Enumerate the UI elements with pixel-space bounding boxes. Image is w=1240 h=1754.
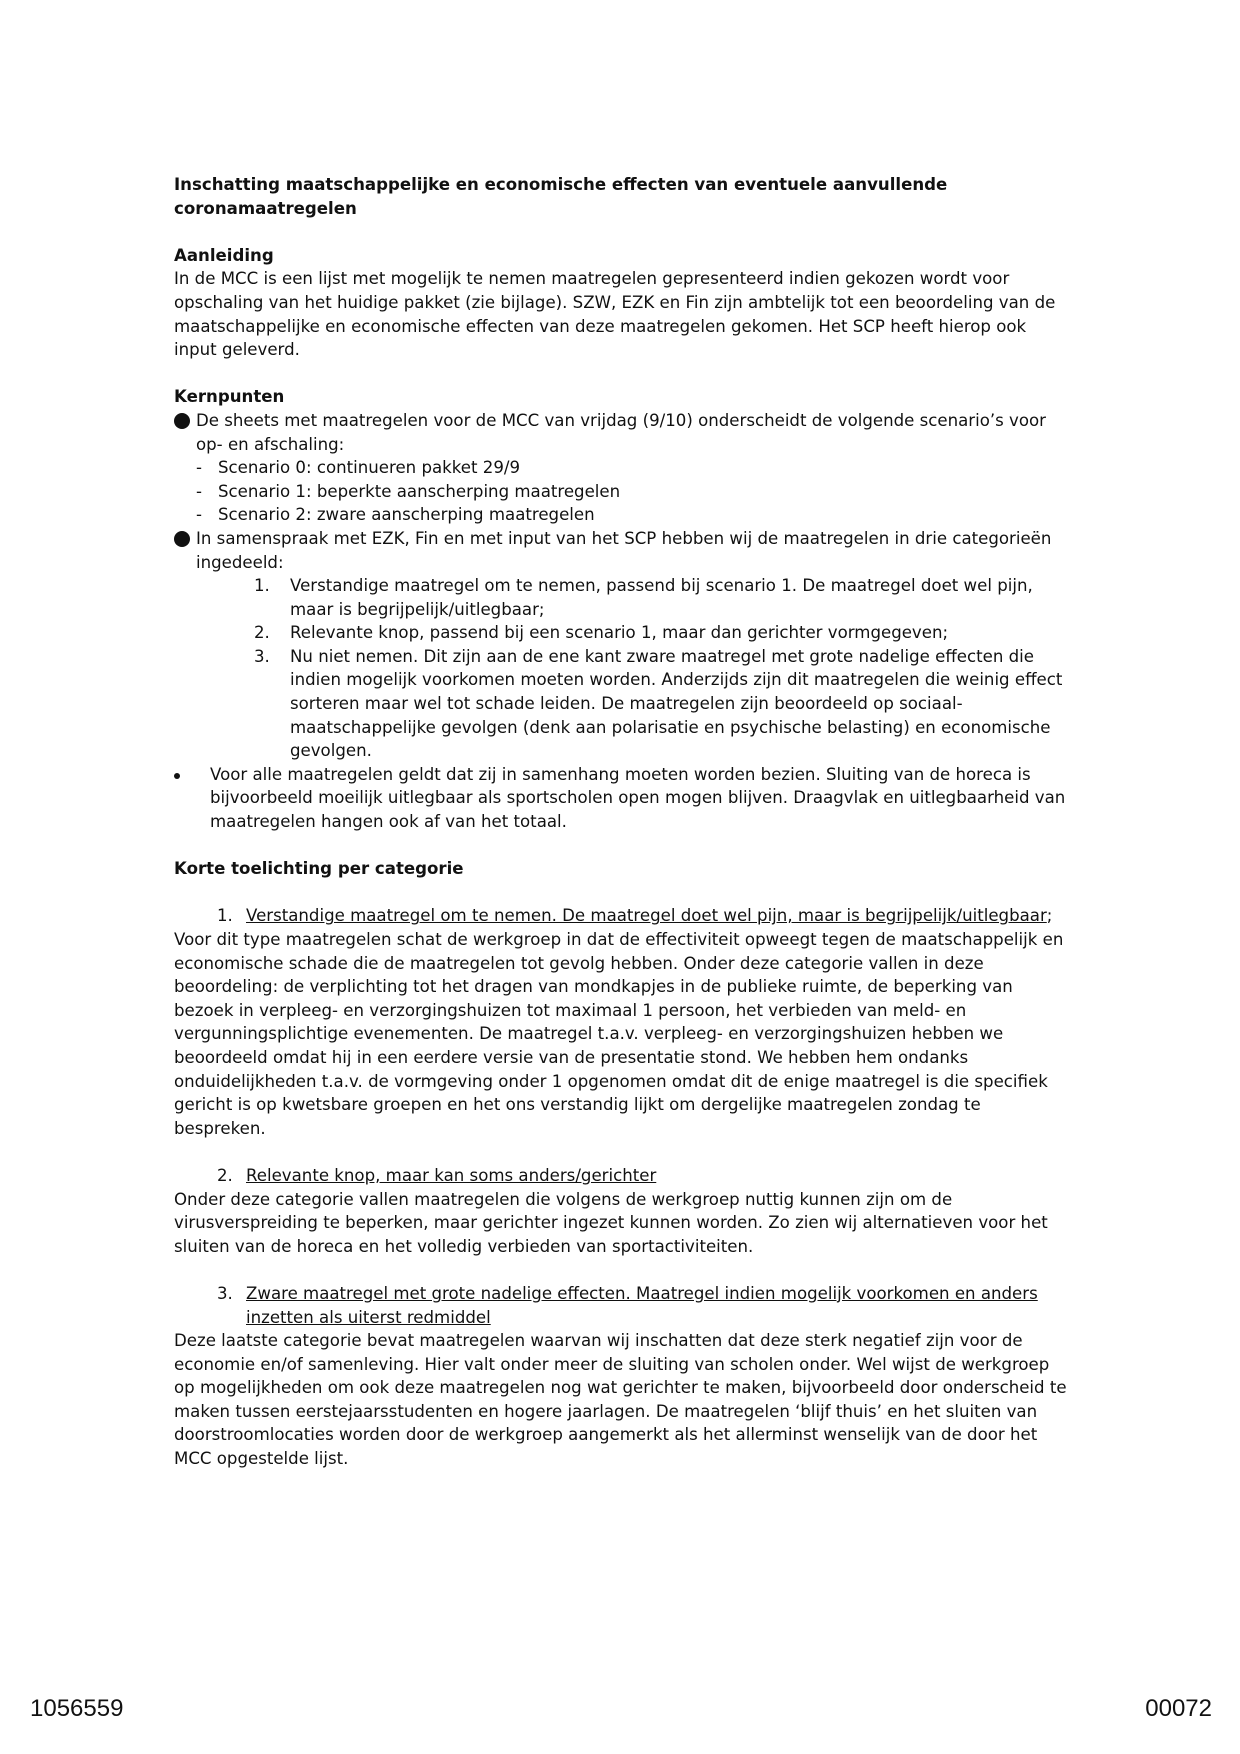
document-body bbox=[174, 173, 1074, 1471]
kernpunt-bullet-2-text: In samenspraak met EZK, Fin en met input van het SCP hebben wij de maatregelen in drie categorieën ingedeeld: bbox=[196, 528, 1052, 572]
document-number-left: 1056559 bbox=[30, 1695, 124, 1722]
toelichting-heading: Korte toelichting per categorie bbox=[174, 859, 464, 879]
section-heading-text: Relevante knop, maar kan soms anders/gerichter bbox=[246, 1165, 657, 1185]
section-heading-suffix: ; bbox=[1046, 906, 1053, 926]
bullet-dot-icon bbox=[174, 773, 180, 779]
kernpunt-bullet-3-text: Voor alle maatregelen geldt dat zij in samenhang moeten worden bezien. Sluiting van de horeca is bijvoorbeeld moeilijk uitlegbaar als sportscholen open mogen blijven. Draagvlak en uitlegbaarheid van maatregelen hangen ook af van het totaal. bbox=[210, 764, 1066, 832]
document-title-line2: coronamaatregelen bbox=[174, 198, 357, 218]
bullet-dot-icon bbox=[174, 531, 190, 547]
scenario-item-text: Scenario 1: beperkte aanscherping maatregelen bbox=[218, 481, 621, 501]
kernpunt-bullet-3 bbox=[174, 763, 1074, 834]
category-number: 3. bbox=[254, 646, 270, 666]
section-heading-text: Verstandige maatregel om te nemen. De maatregel doet wel pijn, maar is begrijpelijk/uitlegbaar bbox=[246, 906, 1047, 926]
section-heading-text: Zware maatregel met grote nadelige effecten. Maatregel indien mogelijk voorkomen en anders inzetten als uiterst redmiddel bbox=[246, 1283, 1038, 1327]
section-number: 2. bbox=[217, 1165, 233, 1185]
kernpunt-bullet-1-text: De sheets met maatregelen voor de MCC van vrijdag (9/10) onderscheidt de volgende scenario’s voor op- en afschaling: bbox=[196, 410, 1047, 454]
category-text: Verstandige maatregel om te nemen, passend bij scenario 1. De maatregel doet wel pijn, maar is begrijpelijk/uitlegbaar; bbox=[290, 576, 1033, 619]
page-number-right: 00072 bbox=[1145, 1695, 1212, 1722]
toelichting-section-heading bbox=[174, 1282, 1074, 1329]
section-number: 1. bbox=[217, 906, 233, 926]
aanleiding-heading: Aanleiding bbox=[174, 245, 274, 265]
scenario-item bbox=[174, 503, 1074, 527]
category-number: 1. bbox=[254, 576, 270, 596]
document-title bbox=[174, 173, 1074, 220]
dash-icon: - bbox=[196, 481, 202, 501]
scenario-item-text: Scenario 0: continueren pakket 29/9 bbox=[218, 458, 521, 478]
category-item bbox=[174, 621, 1074, 645]
document-title-line1: Inschatting maatschappelijke en economische effecten van eventuele aanvullende bbox=[174, 175, 948, 194]
category-text: Nu niet nemen. Dit zijn aan de ene kant zware maatregel met grote nadelige effecten die indien mogelijk voorkomen moeten worden. Anderzijds zijn dit maatregelen die weinig effect sorteren maar wel tot schade leiden. De maatregelen zijn beoordeeld op sociaal-maatschappelijke gevolgen (denk aan polarisatie en psychische belasting) en economische gevolgen. bbox=[290, 646, 1063, 761]
section-number: 3. bbox=[217, 1283, 233, 1303]
category-item bbox=[174, 645, 1074, 763]
kernpunt-bullet-2 bbox=[174, 527, 1074, 574]
aanleiding-paragraph: In de MCC is een lijst met mogelijk te nemen maatregelen gepresenteerd indien gekozen wordt voor opschaling van het huidige pakket (zie bijlage). SZW, EZK en Fin zijn ambtelijk tot een beoordeling van de maatschappelijke en economische effecten van deze maatregelen gekomen. Het SCP heeft hierop ook input geleverd. bbox=[174, 269, 1056, 360]
toelichting-section-heading bbox=[174, 904, 1074, 928]
kernpunt-bullet-1 bbox=[174, 409, 1074, 456]
category-text: Relevante knop, passend bij een scenario 1, maar dan gerichter vormgegeven; bbox=[290, 623, 949, 643]
toelichting-section-text: Voor dit type maatregelen schat de werkgroep in dat de effectiviteit opweegt tegen de maatschappelijk en economische schade die de maatregelen tot gevolg hebben. Onder deze categorie vallen in deze beoordeling: de verplichting tot het dragen van mondkapjes in de publieke ruimte, de beperking van bezoek in verpleeg- en verzorgingshuizen tot maximaal 1 persoon, het verbieden van meld- en vergunningsplichtige evenementen. De maatregel t.a.v. verpleeg- en verzorgingshuizen hebben we beoordeeld omdat hij in een eerdere versie van de presentatie stond. We hebben hem ondanks onduidelijkheden t.a.v. de vormgeving onder 1 opgenomen omdat dit de enige maatregel is die specifiek gericht is op kwetsbare groepen en het ons verstandig lijkt om dergelijke maatregelen zondag te bespreken. bbox=[174, 930, 1064, 1138]
scenario-item bbox=[174, 480, 1074, 504]
kernpunten-heading: Kernpunten bbox=[174, 387, 285, 407]
toelichting-section-heading bbox=[174, 1164, 1074, 1188]
toelichting-section-text: Deze laatste categorie bevat maatregelen waarvan wij inschatten dat deze sterk negatief zijn voor de economie en/of samenleving. Hier valt onder meer de sluiting van scholen onder. Wel wijst de werkgroep op mogelijkheden om ook deze maatregelen nog wat gerichter te maken, bijvoorbeeld door onderscheid te maken tussen eerstejaarsstudenten en hogere jaarlagen. De maatregelen ‘blijf thuis’ en het sluiten van doorstroomlocaties worden door de werkgroep aangemerkt als het allerminst wenselijk van de door het MCC opgestelde lijst. bbox=[174, 1331, 1067, 1469]
toelichting-section-text: Onder deze categorie vallen maatregelen die volgens de werkgroep nuttig kunnen zijn om de virusverspreiding te beperken, maar gerichter ingezet kunnen worden. Zo zien wij alternatieven voor het sluiten van de horeca en het volledig verbieden van sportactiviteiten. bbox=[174, 1189, 1048, 1256]
bullet-dot-icon bbox=[174, 413, 190, 429]
dash-icon: - bbox=[196, 458, 202, 478]
category-item bbox=[174, 574, 1074, 621]
category-number: 2. bbox=[254, 623, 270, 643]
dash-icon: - bbox=[196, 505, 202, 525]
scenario-item-text: Scenario 2: zware aanscherping maatregelen bbox=[218, 505, 595, 525]
scenario-item bbox=[174, 456, 1074, 480]
